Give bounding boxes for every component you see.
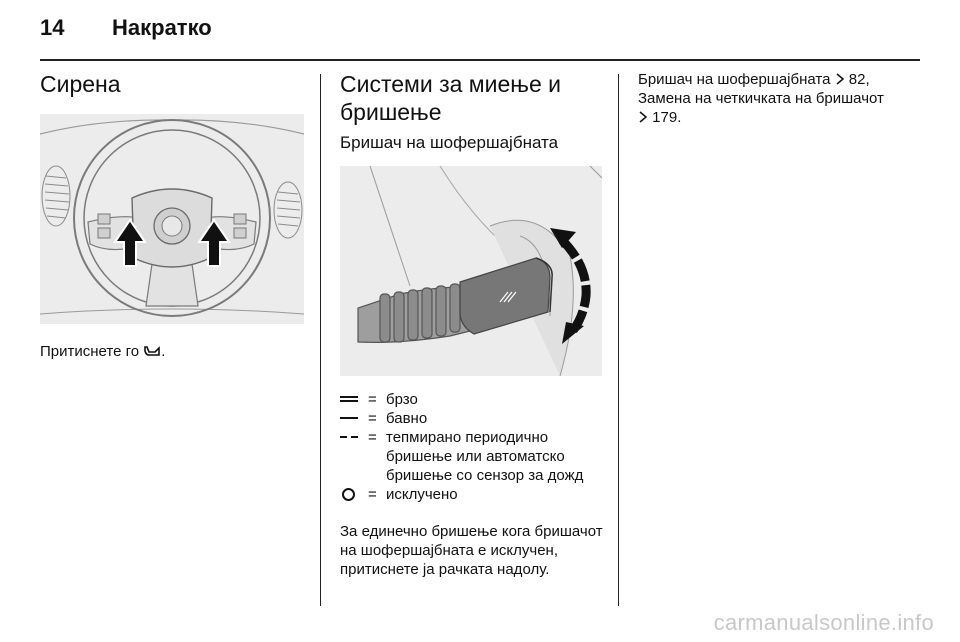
legend-row-fast bbox=[340, 390, 604, 409]
reference-wiper bbox=[638, 70, 928, 89]
legend-text: брзо bbox=[386, 391, 418, 408]
header-rule bbox=[40, 59, 920, 61]
legend-text: бавно bbox=[386, 410, 428, 427]
page-number: 14 bbox=[40, 15, 65, 40]
legend-row-intermittent bbox=[340, 428, 604, 485]
page-ref-arrow-icon bbox=[835, 72, 845, 86]
slow-icon bbox=[340, 409, 368, 428]
horn-section bbox=[40, 70, 306, 361]
watermark: carmanualsonline.info bbox=[713, 610, 934, 635]
horn-heading: Сирена bbox=[40, 71, 121, 97]
legend-text: исклучено bbox=[386, 486, 458, 503]
wipers-heading: Системи за миење и бришење bbox=[340, 71, 561, 125]
page-header bbox=[40, 14, 920, 58]
legend-equals: = bbox=[368, 429, 377, 446]
wiper-legend bbox=[340, 390, 604, 504]
reference-wiper-page[interactable]: 82, bbox=[848, 71, 870, 88]
wiper-lever-illustration bbox=[340, 166, 602, 376]
horn-icon bbox=[143, 344, 161, 358]
reference-blade-text: Замена на четкичката на бришачот bbox=[638, 90, 884, 107]
wipers-subheading: Бришач на шофершајбната bbox=[340, 133, 559, 152]
column-divider-2 bbox=[618, 74, 619, 606]
page-ref-arrow-icon bbox=[638, 110, 648, 124]
reference-wiper-text: Бришач на шофершајбната bbox=[638, 71, 831, 88]
fast-icon bbox=[340, 390, 368, 409]
reference-blade-page-line bbox=[638, 108, 928, 127]
column-divider-1 bbox=[320, 74, 321, 606]
references-section bbox=[638, 70, 928, 127]
page-title: Накратко bbox=[112, 15, 212, 40]
legend-text: тепмирано периодично бришење или автоматско бришење со сензор за дожд bbox=[386, 429, 584, 484]
wipers-section bbox=[340, 70, 604, 579]
off-icon bbox=[340, 485, 368, 504]
legend-equals: = bbox=[368, 410, 377, 427]
single-wipe-paragraph: За единечно бришење кога бришачот на шофершајбната е исклучен, притиснете ја рачката надолу. bbox=[340, 523, 603, 578]
legend-equals: = bbox=[368, 486, 377, 503]
steering-wheel-illustration bbox=[40, 114, 304, 324]
horn-caption bbox=[40, 342, 306, 361]
legend-row-slow bbox=[340, 409, 604, 428]
legend-row-off bbox=[340, 485, 604, 504]
intermittent-icon bbox=[340, 428, 368, 447]
horn-caption-text: Притиснете го bbox=[40, 343, 140, 360]
legend-equals: = bbox=[368, 391, 377, 408]
horn-caption-period: . bbox=[161, 343, 166, 360]
reference-blade bbox=[638, 89, 928, 108]
reference-blade-page[interactable]: 179. bbox=[652, 109, 682, 126]
